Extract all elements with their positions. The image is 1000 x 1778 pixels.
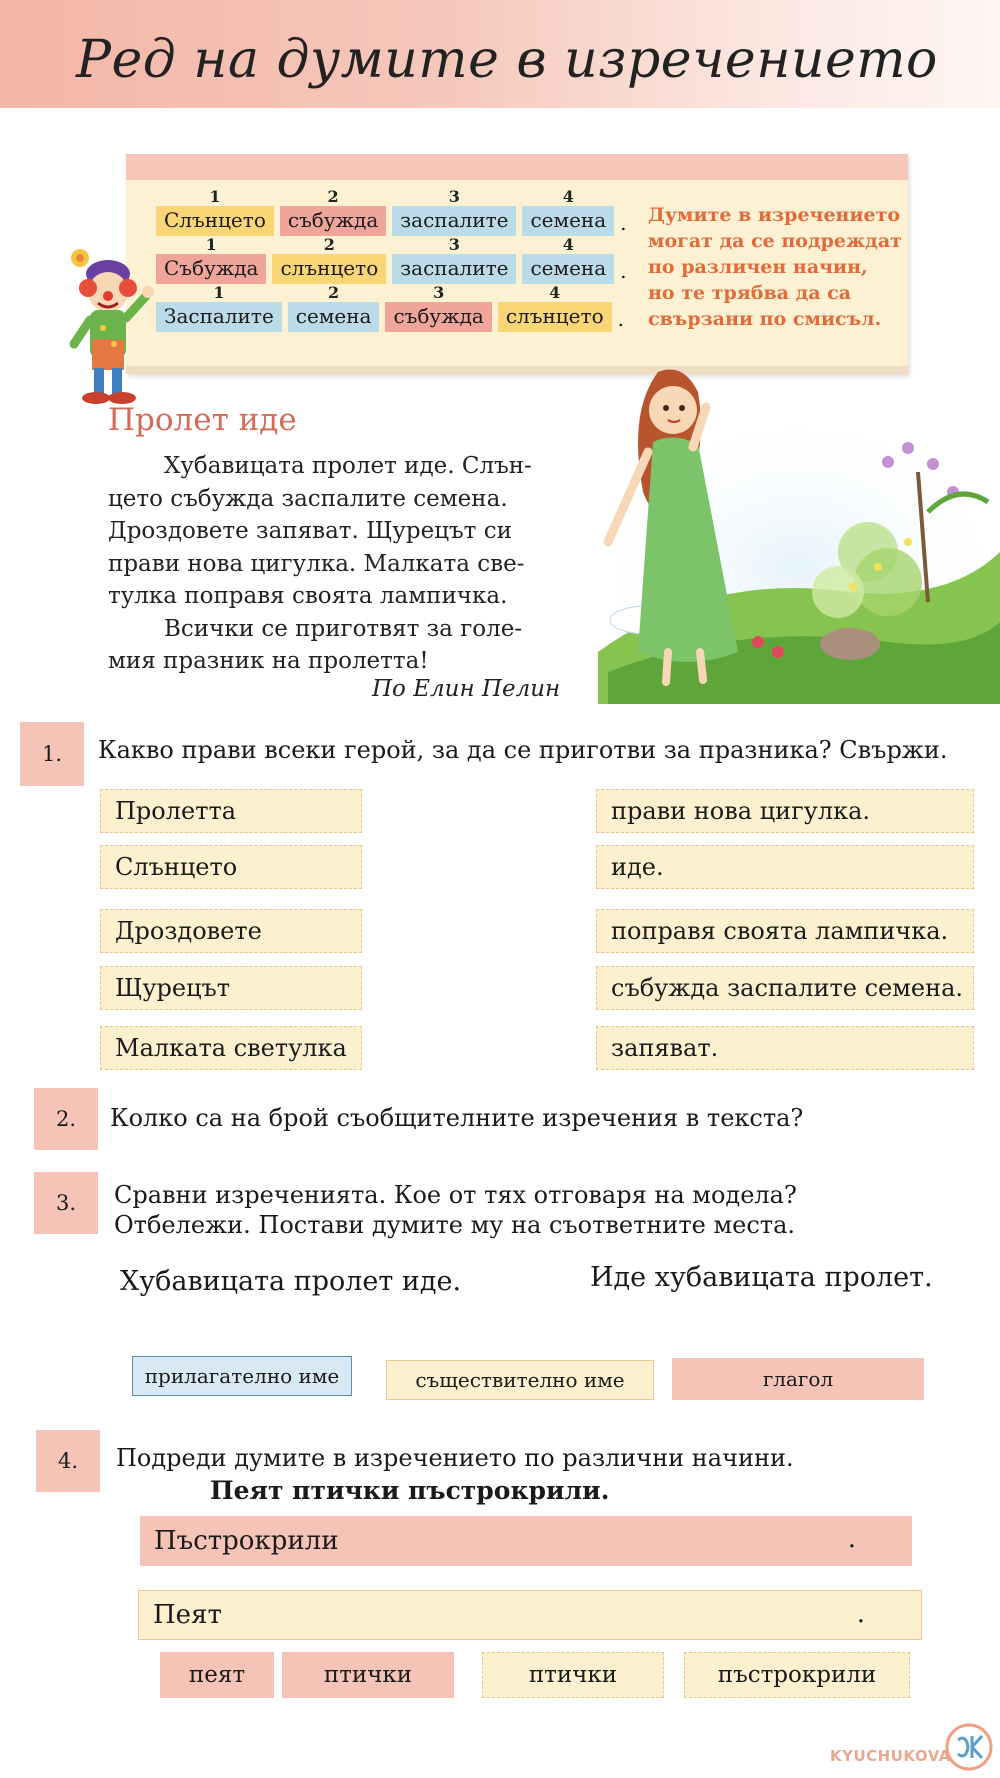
match-left-item[interactable]: Малката светулка: [100, 1026, 362, 1070]
word-chip: Слънцето: [156, 206, 274, 236]
match-left-item[interactable]: Пролетта: [100, 789, 362, 833]
match-right-item[interactable]: иде.: [596, 845, 974, 889]
sentence-option-a[interactable]: Хубавицата пролет иде.: [120, 1266, 462, 1297]
story-text: [108, 450, 568, 678]
brand-name: KYUCHUKOVA: [830, 1747, 951, 1765]
word-cell: [280, 188, 386, 236]
rule-line: но те трябва да са: [648, 282, 852, 304]
brand-logo-icon: [944, 1722, 994, 1772]
word-chip: заспалите: [392, 254, 516, 284]
word-number: 3: [448, 187, 460, 206]
word-number: 1: [213, 283, 225, 302]
word-chip: събужда: [280, 206, 386, 236]
word-cell: [522, 188, 614, 236]
match-right-item[interactable]: прави нова цигулка.: [596, 789, 974, 833]
word-number: 2: [328, 283, 340, 302]
word-number: 4: [562, 235, 574, 254]
word-number: 1: [205, 235, 217, 254]
task-number: 2.: [34, 1088, 98, 1150]
task-number: 3.: [34, 1172, 98, 1234]
word-chip: семена: [522, 254, 614, 284]
word-chip: заспалите: [392, 206, 516, 236]
model-pill-noun: съществително име: [386, 1360, 654, 1400]
model-rule-text: [648, 202, 918, 332]
answer-period: .: [856, 1599, 865, 1629]
story-line: прави нова цигулка. Малката све-: [108, 550, 525, 577]
task3-question: [114, 1180, 797, 1240]
word-cell: [522, 236, 614, 284]
word-number: 4: [562, 187, 574, 206]
word-cell: [498, 284, 612, 332]
story-title: Пролет иде: [108, 402, 297, 438]
word-cell: [156, 236, 266, 284]
match-left-item[interactable]: Щурецът: [100, 966, 362, 1010]
question-line: Отбележи. Постави думите му на съответните места.: [114, 1211, 796, 1239]
word-chip-peyat[interactable]: пеят: [160, 1652, 274, 1698]
word-cell: [288, 284, 380, 332]
match-left-item[interactable]: Дроздовете: [100, 909, 362, 953]
rule-line: могат да се подреждат: [648, 230, 902, 252]
story-line: Хубавицата пролет иде. Слън-: [164, 453, 532, 479]
word-number: 2: [327, 187, 339, 206]
answer-line-1[interactable]: [140, 1516, 912, 1566]
answer-first-word: Пеят: [153, 1600, 222, 1630]
question-line: Сравни изреченията. Кое от тях отговаря на модела?: [114, 1181, 797, 1209]
word-number: 2: [323, 235, 335, 254]
answer-line-2[interactable]: [138, 1590, 922, 1640]
model-pill-adjective: прилагателно име: [132, 1356, 352, 1396]
word-chip: Заспалите: [156, 302, 282, 332]
word-chip-ptichki[interactable]: птички: [282, 1652, 454, 1698]
task1-question: Какво прави всеки герой, за да се приготви за празника? Свържи.: [98, 736, 948, 764]
task4-sentence: Пеят птички пъстрокрили.: [210, 1476, 610, 1505]
word-number: 3: [433, 283, 445, 302]
task2-question: Колко са на брой съобщителните изречения в текста?: [110, 1104, 804, 1132]
story-line: мия празник на пролетта!: [108, 648, 429, 674]
word-number: 1: [209, 187, 221, 206]
task4-question: Подреди думите в изречението по различни начини.: [116, 1444, 794, 1472]
word-chip: семена: [522, 206, 614, 236]
word-cell: [385, 284, 491, 332]
rule-line: свързани по смисъл.: [648, 308, 882, 330]
story-author: По Елин Пелин: [372, 676, 561, 702]
rule-line: по различен начин,: [648, 256, 868, 278]
word-cell: [156, 188, 274, 236]
story-line: цето събужда заспалите семена.: [108, 485, 508, 512]
match-left-item[interactable]: Слънцето: [100, 845, 362, 889]
task-number: 4.: [36, 1430, 100, 1492]
story-line: тулка поправя своята лампичка.: [108, 583, 508, 609]
match-right-item[interactable]: събужда заспалите семена.: [596, 966, 974, 1010]
word-cell: [392, 188, 516, 236]
word-chip: събужда: [385, 302, 491, 332]
word-chip: слънцето: [498, 302, 612, 332]
task-number: 1.: [20, 722, 84, 786]
story-line: Дроздовете запяват. Щурецът си: [108, 518, 512, 544]
word-number: 3: [448, 235, 460, 254]
model-row-2: [156, 236, 627, 284]
word-chip: семена: [288, 302, 380, 332]
word-chip-ptichki[interactable]: птички: [482, 1652, 664, 1698]
word-chip: слънцето: [272, 254, 386, 284]
word-number: 4: [549, 283, 561, 302]
sentence-option-b[interactable]: Иде хубавицата пролет.: [590, 1262, 933, 1293]
sentence-period: .: [620, 211, 627, 235]
word-cell: [392, 236, 516, 284]
word-cell: [156, 284, 282, 332]
page-header: [0, 0, 1000, 108]
clown-illustration: [58, 248, 158, 408]
page-title: Ред на думите в изречението: [76, 30, 938, 90]
model-pill-verb: глагол: [672, 1358, 924, 1400]
rule-line: Думите в изречението: [648, 204, 901, 226]
word-chip-pastrokrili[interactable]: пъстрокрили: [684, 1652, 910, 1698]
model-card-strip: [126, 154, 908, 180]
sentence-period: .: [620, 259, 627, 283]
match-right-item[interactable]: поправя своята лампичка.: [596, 909, 974, 953]
model-row-3: [156, 284, 624, 332]
sentence-period: .: [617, 307, 624, 331]
story-line: Всички се приготвят за голе-: [164, 615, 523, 642]
match-right-item[interactable]: запяват.: [596, 1026, 974, 1070]
model-row-1: [156, 188, 627, 236]
answer-first-word: Пъстрокрили: [154, 1526, 339, 1556]
answer-period: .: [847, 1524, 856, 1554]
word-cell: [272, 236, 386, 284]
word-chip: Събужда: [156, 254, 266, 284]
spring-girl-illustration: [588, 352, 1000, 704]
